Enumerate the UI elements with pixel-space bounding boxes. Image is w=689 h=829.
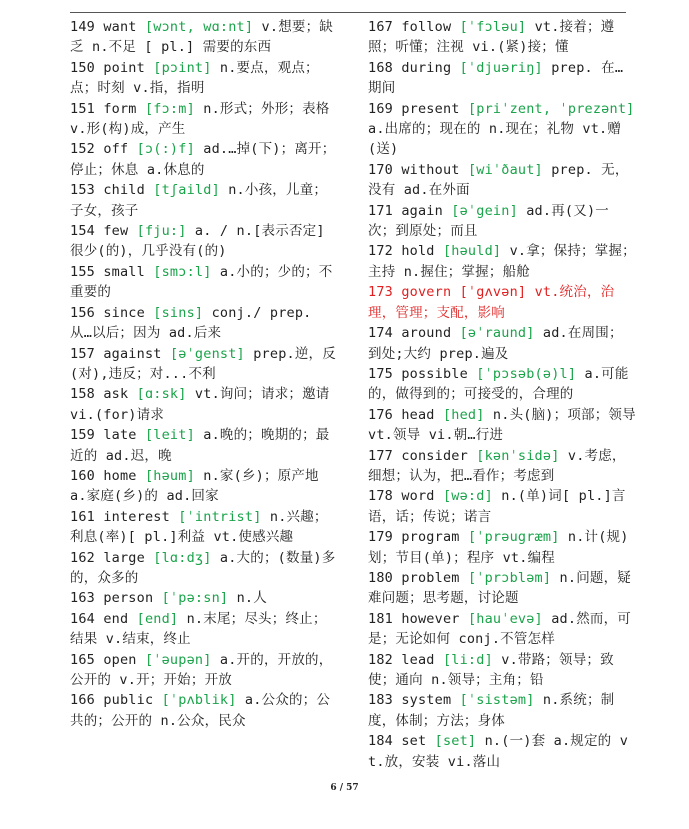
entry-number: 156: [70, 304, 95, 321]
entry-phonetic: [həuld]: [442, 243, 502, 260]
entry-word: form: [103, 100, 137, 117]
entry-number: 166: [70, 692, 95, 709]
vocab-entry: [70, 650, 338, 691]
entry-number: 162: [70, 549, 95, 566]
entry-word: off: [103, 141, 129, 158]
entry-number: 149: [70, 19, 95, 35]
entry-number: 164: [70, 610, 95, 627]
vocab-entry: [70, 180, 338, 221]
vocab-entry: [368, 486, 636, 527]
entry-word: set: [401, 733, 427, 750]
entry-word: present: [401, 100, 460, 117]
entry-word: follow: [401, 19, 452, 35]
entry-word: head: [401, 406, 435, 423]
entry-definition: ad.再(又)一次；到原处；而且: [368, 202, 609, 240]
entry-number: 165: [70, 651, 95, 668]
entry-definition: n.问题，疑难问题；思考题，讨论题: [368, 569, 632, 607]
entry-word: few: [103, 223, 129, 240]
vocab-entry: [368, 282, 636, 323]
entry-phonetic: [priˈzent, ˈprezənt]: [467, 100, 635, 117]
entry-phonetic: [wɔnt, wɑ:nt]: [144, 19, 254, 35]
entry-word: system: [401, 692, 452, 709]
vocab-entry: [368, 241, 636, 282]
entry-definition: ad.然而，可是；无论如何 conj.不管怎样: [368, 610, 632, 648]
vocab-entry: [70, 690, 338, 731]
entry-phonetic: [sins]: [153, 304, 204, 321]
entry-word: late: [103, 427, 137, 444]
vocab-entry: [70, 139, 338, 180]
entry-number: 170: [368, 161, 393, 178]
entry-word: govern: [401, 284, 452, 301]
entry-phonetic: [wiˈðaut]: [467, 161, 543, 178]
entry-word: however: [401, 610, 460, 627]
vocab-entry: [368, 364, 636, 405]
entry-word: possible: [401, 365, 468, 382]
entry-phonetic: [ˈintrist]: [178, 508, 262, 525]
entry-word: since: [103, 304, 145, 321]
vocab-entry: [70, 303, 338, 344]
entry-definition: n.头(脑)；项部；领导 vt.领导 vi.朝…行进: [368, 406, 636, 444]
entry-definition: a.小的；少的；不重要的: [70, 263, 333, 301]
entry-definition: n.(单)词[ pl.]言语，话；传说；诺言: [368, 488, 626, 525]
entry-word: interest: [103, 508, 170, 525]
vocab-entry: [70, 548, 338, 589]
vocab-entry: [70, 221, 338, 262]
entry-phonetic: [fju:]: [136, 223, 187, 240]
entry-phonetic: [ɑ:sk]: [136, 386, 187, 403]
entry-phonetic: [end]: [136, 610, 179, 627]
entry-number: 157: [70, 345, 95, 362]
vocab-entry: [70, 344, 338, 385]
entry-phonetic: [ˈgʌvən]: [459, 284, 527, 301]
vocab-entry: [368, 650, 636, 691]
entry-phonetic: [əˈgenst]: [169, 345, 245, 362]
entry-phonetic: [ˈəupən]: [144, 651, 212, 668]
entry-number: 171: [368, 202, 393, 219]
vocab-entry: [368, 405, 636, 446]
vocab-entry: [368, 17, 636, 58]
vocab-entry: [70, 17, 338, 58]
entry-word: consider: [401, 447, 468, 464]
entry-word: without: [401, 161, 460, 178]
vocab-entry: [368, 731, 636, 772]
entry-definition: a.晚的；晚期的；最近的 ad.迟，晚: [70, 427, 330, 464]
entry-phonetic: [wə:d]: [442, 488, 493, 505]
entry-phonetic: [fɔ:m]: [144, 100, 195, 117]
entry-definition: prep.逆，反(对),违反；对...不利: [70, 345, 336, 382]
entry-number: 176: [368, 406, 393, 423]
entry-definition: ad.…掉(下)；离开；停止；休息 a.休息的: [70, 141, 336, 178]
entry-definition: n.计(规)划；节目(单)；程序 vt.编程: [368, 529, 629, 566]
vocab-entry: [368, 609, 636, 650]
entry-phonetic: [smɔ:l]: [153, 263, 212, 280]
entry-definition: a. / n.[表示否定]很少(的)，几乎没有(的): [70, 223, 325, 260]
vocab-entry: [368, 446, 636, 487]
entry-number: 154: [70, 223, 95, 240]
entry-definition: ad.在周围；到处;大约 prep.遍及: [368, 325, 623, 362]
entry-phonetic: [əˈgein]: [451, 202, 518, 219]
entry-number: 152: [70, 141, 95, 158]
entry-definition: vt.询问；请求；邀请 vi.(for)请求: [70, 386, 330, 423]
entry-number: 182: [368, 651, 393, 668]
page-top-rule: [70, 12, 626, 13]
entry-number: 172: [368, 243, 393, 260]
entry-definition: n.末尾；尽头；终止；结果 v.结束，终止: [70, 610, 327, 648]
vocab-entry: [368, 160, 636, 201]
entry-word: again: [401, 202, 443, 219]
entry-word: large: [103, 549, 145, 566]
entry-definition: n.小孩，儿童；子女，孩子: [70, 182, 328, 219]
entry-definition: a.开的，开放的，公开的 v.开；开始；开放: [70, 651, 333, 688]
vocab-entry: [70, 384, 338, 425]
entry-word: ask: [103, 386, 129, 403]
entry-number: 168: [368, 59, 393, 76]
vocab-entry: [368, 99, 636, 160]
vocab-entry: [70, 58, 338, 99]
entry-phonetic: [əˈraund]: [459, 325, 535, 342]
entry-phonetic: [set]: [434, 733, 477, 750]
vocab-entry: [368, 201, 636, 242]
entry-phonetic: [ˈpʌblik]: [161, 692, 237, 709]
entry-phonetic: [ˈpɔsəb(ə)l]: [476, 365, 577, 382]
entry-definition: n.兴趣；利息(率)[ pl.]利益 vt.使感兴趣: [70, 508, 328, 546]
entry-phonetic: [ˈsistəm]: [459, 692, 535, 709]
entry-number: 167: [368, 19, 393, 35]
entry-number: 181: [368, 610, 393, 627]
entry-number: 183: [368, 692, 393, 709]
entry-word: against: [103, 345, 162, 362]
entry-phonetic: [ˈfɔləu]: [459, 19, 527, 35]
entry-number: 150: [70, 59, 95, 76]
left-column: [70, 17, 338, 731]
entry-definition: prep. 无，没有 ad.在外面: [368, 161, 629, 199]
entry-number: 177: [368, 447, 393, 464]
entry-phonetic: [ɔ(:)f]: [136, 141, 195, 158]
entry-definition: v.拿；保持；掌握；主持 n.握住；掌握；船舱: [368, 243, 636, 280]
entry-phonetic: [həum]: [144, 467, 195, 484]
vocab-entry: [368, 568, 636, 609]
entry-word: want: [103, 19, 137, 35]
entry-phonetic: [lɑ:dʒ]: [153, 549, 212, 566]
entry-word: hold: [401, 243, 435, 260]
entry-definition: v.想要；缺乏 n.不足 [ pl.] 需要的东西: [70, 19, 334, 56]
entry-definition: n.系统；制度，体制；方法；身体: [368, 692, 615, 729]
vocab-entry: [70, 507, 338, 548]
entry-word: open: [103, 651, 137, 668]
vocab-entry: [70, 425, 338, 466]
entry-definition: n.(一)套 a.规定的 vt.放，安装 vi.落山: [368, 733, 629, 770]
entry-word: program: [401, 529, 460, 546]
entry-definition: v.考虑，细想；认为，把…看作；考虑到: [368, 447, 626, 484]
entry-word: end: [103, 610, 129, 627]
entry-definition: prep. 在…期间: [368, 59, 624, 97]
entry-number: 153: [70, 182, 95, 199]
vocab-entry: [368, 58, 636, 99]
entry-definition: n.要点，观点；点；时刻 v.指，指明: [70, 59, 319, 97]
vocab-entry: [70, 99, 338, 140]
entry-word: person: [103, 590, 154, 607]
page-number: 6 / 57: [330, 783, 359, 793]
entry-phonetic: [hauˈevə]: [467, 610, 543, 627]
entry-word: home: [103, 467, 137, 484]
entry-phonetic: [ˈdjuəriŋ]: [459, 59, 543, 76]
entry-word: lead: [401, 651, 435, 668]
entry-number: 174: [368, 325, 393, 342]
entry-number: 173: [368, 284, 393, 301]
entry-phonetic: [leit]: [144, 427, 195, 444]
entry-definition: v.带路；领导；致使；通向 n.领导；主角；铅: [368, 651, 614, 688]
entry-number: 161: [70, 508, 95, 525]
entry-definition: n.人: [236, 590, 267, 607]
right-column: [368, 17, 636, 772]
entry-phonetic: [pɔint]: [153, 59, 212, 76]
entry-number: 184: [368, 733, 393, 750]
entry-number: 155: [70, 263, 95, 280]
entry-number: 180: [368, 569, 393, 586]
entry-definition: conj./ prep. 从…以后；因为 ad.后来: [70, 304, 312, 342]
vocab-entry: [70, 609, 338, 650]
vocab-entry: [70, 466, 338, 507]
entry-definition: vt.接着；遵照；听懂；注视 vi.(紧)接；懂: [368, 19, 615, 56]
entry-word: problem: [401, 569, 460, 586]
entry-word: word: [401, 488, 435, 505]
vocab-entry: [368, 690, 636, 731]
entry-number: 163: [70, 590, 95, 607]
entry-number: 179: [368, 529, 393, 546]
entry-phonetic: [tʃaild]: [153, 182, 220, 199]
entry-number: 175: [368, 365, 393, 382]
vocab-entry: [70, 262, 338, 303]
entry-phonetic: [kənˈsidə]: [476, 447, 560, 464]
entry-definition: n.形式；外形；表格 v.形(构)成，产生: [70, 100, 330, 138]
entry-phonetic: [li:d]: [442, 651, 493, 668]
entry-number: 169: [368, 100, 393, 117]
entry-word: child: [103, 182, 145, 199]
entry-word: small: [103, 263, 145, 280]
vocab-entry: [70, 588, 338, 608]
entry-word: point: [103, 59, 145, 76]
vocab-entry: [368, 527, 636, 568]
entry-phonetic: [ˈpə:sn]: [161, 590, 229, 607]
entry-word: around: [401, 325, 452, 342]
entry-number: 178: [368, 488, 393, 505]
entry-phonetic: [ˈprəugræm]: [467, 529, 560, 546]
entry-word: during: [401, 59, 452, 76]
vocab-entry: [368, 323, 636, 364]
entry-number: 160: [70, 467, 95, 484]
entry-phonetic: [hed]: [442, 406, 485, 423]
entry-phonetic: [ˈprɔbləm]: [467, 569, 552, 586]
entry-definition: n.家(乡)；原产地 a.家庭(乡)的 ad.回家: [70, 467, 319, 505]
entry-definition: a.大的；(数量)多的，众多的: [70, 549, 336, 586]
entry-number: 158: [70, 386, 95, 403]
entry-definition: a.可能的，做得到的；可接受的，合理的: [368, 365, 629, 403]
entry-definition: vt.统治，治理，管理；支配，影响: [368, 284, 615, 321]
entry-number: 159: [70, 427, 95, 444]
entry-word: public: [103, 692, 154, 709]
entry-definition: a.公众的；公共的；公开的 n.公众，民众: [70, 692, 331, 729]
entry-number: 151: [70, 100, 95, 117]
entry-definition: a.出席的；现在的 n.现在；礼物 vt.赠(送): [368, 121, 622, 158]
